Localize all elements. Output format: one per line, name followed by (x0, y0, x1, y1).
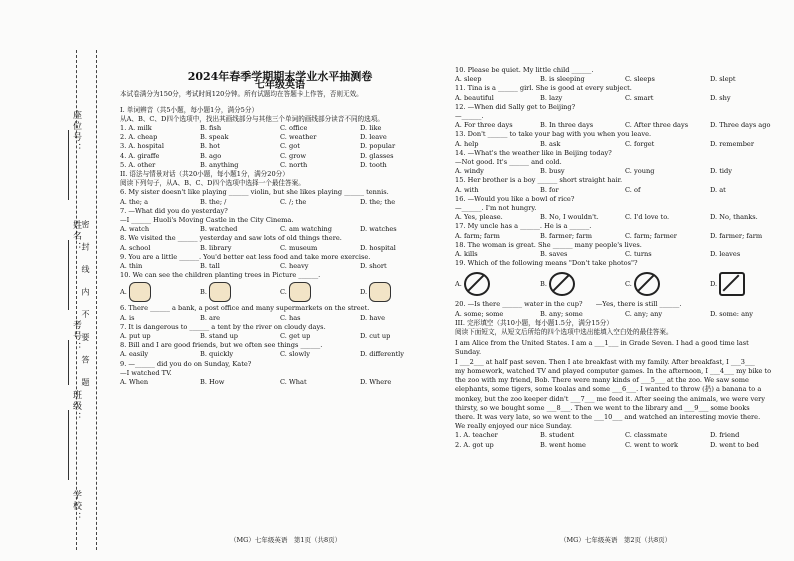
option[interactable]: A. For three days (455, 121, 513, 130)
option[interactable]: B. watched (200, 225, 238, 234)
question-7-line2: —I ______ Huoli's Moving Castle in the City Cinema. (120, 216, 294, 225)
option[interactable]: 5. A. other (120, 160, 156, 169)
question-text: 14. —What's the weather like in Beijing today? (455, 148, 612, 157)
option[interactable]: D. Three days ago (710, 121, 771, 130)
option[interactable]: D. hospital (360, 243, 396, 252)
no-touch-sign-icon[interactable] (464, 272, 490, 296)
sign-label: D. (710, 280, 718, 289)
section2-heading: II. 语法与情景对话（共20小题，每小题1分，满分20分） (120, 170, 289, 179)
binding-margin (10, 20, 110, 550)
p2-q11 (455, 84, 785, 102)
children-picture-c[interactable] (289, 282, 311, 302)
option[interactable]: A. kills (455, 250, 478, 259)
option[interactable]: C. sleeps (625, 75, 655, 84)
option[interactable]: B. quickly (200, 350, 234, 359)
passage-line: monkey, but the zoo keeper didn't ___7___ me feed it. After seeing the animals, we were very (455, 394, 766, 403)
option[interactable]: A. is (120, 313, 135, 322)
option[interactable]: D. went to bed (710, 440, 759, 449)
question-text: 18. The woman is great. She ______ many people's lives. (455, 240, 642, 249)
sign-label: A. (455, 280, 462, 289)
option[interactable]: D. tidy (710, 167, 732, 176)
no-camera-sign-icon[interactable] (719, 272, 745, 296)
option[interactable]: B. saves (540, 250, 568, 259)
option[interactable]: A. watch (120, 225, 150, 234)
option[interactable]: B. In three days (540, 121, 594, 130)
option[interactable]: D. short (360, 262, 387, 271)
option[interactable]: B. is sleeping (540, 75, 585, 84)
question-text: 11. Tina is a ______ girl. She is good at every subject. (455, 84, 632, 93)
option[interactable]: B. anything (200, 160, 239, 169)
option[interactable]: B. hot (200, 142, 220, 151)
option[interactable]: C. has (280, 313, 301, 322)
option[interactable]: C. smart (625, 93, 654, 102)
q19-signs (455, 268, 785, 300)
option[interactable]: D. leave (360, 133, 387, 142)
cloze-passage (455, 339, 785, 431)
option[interactable]: D. glasses (360, 151, 394, 160)
question-sunday: 9. —______ did you do on Sunday, Kate? (120, 359, 252, 368)
option[interactable]: D. like (360, 124, 382, 133)
section1-heading: I. 单词辨音（共5小题，每小题1分，满分5分） (120, 105, 259, 114)
option[interactable]: C. office (280, 124, 308, 133)
option[interactable]: A. some; some (455, 309, 504, 318)
seat-label: 座位号： (71, 110, 81, 154)
option[interactable]: C. turns (625, 250, 652, 259)
p2-q16 (455, 195, 785, 223)
option[interactable]: B. are (200, 313, 221, 322)
school-label: 学校： (71, 490, 81, 523)
option[interactable]: 1. A. teacher (455, 431, 498, 440)
pic-label: C. (280, 288, 287, 297)
option[interactable]: D. shy (710, 93, 731, 102)
option[interactable]: C. After three days (625, 121, 689, 130)
option[interactable]: A. easily (120, 350, 149, 359)
q1-5-block (120, 124, 440, 170)
question-text: 17. My uncle has a ______. He is a ______. (455, 222, 592, 231)
option[interactable]: 4. A. giraffe (120, 151, 160, 160)
option[interactable]: 2. A. cheap (120, 133, 158, 142)
no-running-sign-icon[interactable] (549, 272, 575, 296)
p2-q13 (455, 130, 785, 148)
page-2 (455, 66, 785, 450)
p2-q18 (455, 241, 785, 259)
option[interactable]: A. windy (455, 167, 484, 176)
question-8: 8. We visited the ______ yesterday and saw lots of old things there. (120, 234, 342, 243)
passage-line: the zoo with my friend, Bob. There were many kinds of ___5___ at the zoo. We saw some (455, 376, 749, 385)
question-text: 13. Don't ______ to take your bag with you when you leave. (455, 130, 652, 139)
question-text-line2: —Not good. It's ______ and cold. (455, 158, 562, 167)
page-2-footer: （MG）七年级英语 第2页（共8页） (560, 536, 672, 544)
option[interactable]: C. any; any (625, 309, 663, 318)
question-text: 10. Please be quiet. My little child ______. (455, 66, 594, 74)
option[interactable]: C. museum (280, 243, 318, 252)
option[interactable]: D. watches (360, 225, 397, 234)
option[interactable]: C. went to work (625, 440, 679, 449)
seal-text: 密 封 线 内 不 要 答 题 (81, 220, 90, 392)
pic-label: B. (200, 288, 207, 297)
option[interactable]: 1. A. milk (120, 124, 152, 133)
option[interactable]: D. popular (360, 142, 396, 151)
option[interactable]: 2. A. got up (455, 440, 494, 449)
option[interactable]: B. for (540, 185, 559, 194)
question-danger: 7. It is dangerous to ______ a tent by the river on cloudy days. (120, 322, 326, 331)
option[interactable]: C. get up (280, 332, 311, 341)
option[interactable]: 3. A. hospital (120, 142, 164, 151)
option[interactable]: A. put up (120, 332, 151, 341)
option[interactable]: C. am watching (280, 225, 333, 234)
children-picture-a[interactable] (129, 282, 151, 302)
option[interactable]: A. the; a (120, 197, 149, 206)
children-picture-b[interactable] (209, 282, 231, 302)
option[interactable]: B. student (540, 431, 575, 440)
q10-pictures (120, 280, 440, 304)
question-text: 12. —When did Sally get to Beijing? (455, 102, 576, 111)
option[interactable]: D. leaves (710, 250, 741, 259)
no-sound-sign-icon[interactable] (634, 272, 660, 296)
exam-title: 2024年春季学期期末学业水平抽测卷 (187, 70, 373, 83)
option[interactable]: C. slowly (280, 350, 310, 359)
passage-line: I ___2___ at half past seven. Then I ate breakfast with my family. After breakfast, I ___3___ (455, 357, 755, 366)
p2-q12 (455, 103, 785, 131)
option[interactable]: D. have (360, 313, 386, 322)
option[interactable]: A. with (455, 185, 479, 194)
option[interactable]: D. No, thanks. (710, 213, 758, 222)
sign-label: C. (625, 280, 632, 289)
option[interactable]: D. tooth (360, 160, 387, 169)
option[interactable]: C. grow (280, 151, 306, 160)
option[interactable]: D. cut up (360, 332, 391, 341)
option[interactable]: D. farmer; farm (710, 231, 763, 240)
question-text-line2: —______. I'm not hungry. (455, 204, 537, 213)
option[interactable]: B. speak (200, 133, 229, 142)
children-picture-d[interactable] (369, 282, 391, 302)
exam-notice: 本试卷满分为150分，考试时间120分钟。所有试题均在答题卡上作答，否则无效。 (120, 90, 363, 99)
question-there: 6. There ______ a bank, a post office and many supermarkets on the street. (120, 304, 370, 313)
option[interactable]: C. I'd love to. (625, 213, 670, 222)
option[interactable]: A. sleep (455, 75, 482, 84)
question-bill: 8. Bill and I are good friends, but we often see things ______. (120, 341, 323, 350)
section2-desc: 阅读下列句子，从A、B、C、D四个选项中选择一个最佳答案。 (120, 179, 305, 188)
option[interactable]: B. ago (200, 151, 222, 160)
option[interactable]: D. the; the (360, 197, 396, 206)
option[interactable]: C. weather (280, 133, 317, 142)
option[interactable]: C. What (280, 378, 307, 387)
option[interactable]: D. remember (710, 139, 754, 148)
option[interactable]: B. library (200, 243, 232, 252)
option[interactable]: B. went home (540, 440, 586, 449)
option[interactable]: C. north (280, 160, 308, 169)
question-text-line2: —______. (455, 112, 484, 121)
question-text: 15. Her brother is a boy ______ short straight hair. (455, 176, 623, 185)
option[interactable]: C. forget (625, 139, 655, 148)
seat-field[interactable] (68, 130, 81, 200)
p2-q17 (455, 222, 785, 240)
question-9: 9. You are a little ______. You'd better eat less food and take more exercise. (120, 252, 371, 261)
question-19: 19. Which of the following means "Don't take photos"? (455, 259, 638, 268)
option[interactable]: D. differently (360, 350, 404, 359)
option[interactable]: B. ask (540, 139, 561, 148)
option[interactable]: D. friend (710, 431, 740, 440)
passage-line: thirsty, so we bought some ___8___. Then we went to the library and ___9___ some books (455, 403, 750, 412)
passage-line: We really enjoyed our nice Sunday. (455, 422, 572, 431)
section3-desc: 阅读下面短文，从短文后所给的四个选项中选出能填入空白处的最佳答案。 (455, 328, 673, 337)
page-1 (120, 72, 440, 387)
sign-label: B. (540, 280, 547, 289)
option[interactable]: B. No, I wouldn't. (540, 213, 599, 222)
option[interactable]: A. beautiful (455, 93, 494, 102)
name-label: 姓名： (71, 220, 81, 253)
option[interactable]: B. lazy (540, 93, 563, 102)
question-sunday-answer: —I watched TV. (120, 368, 172, 377)
option[interactable]: C. farm; farmer (625, 231, 677, 240)
option[interactable]: D. at (710, 185, 726, 194)
passage-line: my homework, watched TV and played computer games. In the afternoon, I ___4___ my bike to (455, 366, 772, 375)
passage-line: there. It was very late, so we went to the ___10___ and watched an interesting movie there. (455, 412, 761, 421)
section1-desc: 从A、B、C、D四个选项中，找出其画线部分与其他三个单词的画线部分读音不同的选项。 (120, 114, 384, 123)
class-label: 班级： (71, 390, 81, 423)
option[interactable]: B. How (200, 378, 225, 387)
option[interactable]: B. farmer; farm (540, 231, 592, 240)
class-field[interactable] (68, 410, 81, 480)
question-10: 10. We can see the children planting trees in Picture ______. (120, 271, 321, 280)
option[interactable]: D. slept (710, 75, 736, 84)
passage-line: Sunday. (455, 348, 482, 357)
option[interactable]: C. classmate (625, 431, 668, 440)
name-field[interactable] (68, 240, 81, 310)
question-7: 7. —What did you do yesterday? (120, 206, 228, 215)
option[interactable]: C. heavy (280, 262, 309, 271)
p2-q10 (455, 66, 785, 84)
option[interactable]: A. When (120, 378, 149, 387)
option[interactable]: A. help (455, 139, 479, 148)
option[interactable]: B. fish (200, 124, 222, 133)
option[interactable]: D. Where (360, 378, 392, 387)
option[interactable]: A. thin (120, 262, 143, 271)
option[interactable]: D. some: any (710, 309, 753, 318)
option[interactable]: C. of (625, 185, 641, 194)
dashed-line-outer (96, 50, 97, 550)
exam-no-label: 考号： (71, 320, 81, 353)
option[interactable]: B. the; / (200, 197, 227, 206)
option[interactable]: A. farm; farm (455, 231, 500, 240)
p2-q15 (455, 176, 785, 194)
question-6: 6. My sister doesn't like playing ______ violin, but she likes playing ______ tennis. (120, 188, 389, 197)
option[interactable]: B. tall (200, 262, 220, 271)
option[interactable]: A. Yes, please. (455, 213, 503, 222)
option[interactable]: B. stand up (200, 332, 239, 341)
option[interactable]: C. young (625, 167, 655, 176)
section3-heading: III. 完形填空（共10小题，每小题1.5分，满分15分） (455, 318, 613, 327)
passage-line: I am Alice from the United States. I am a ___1___ in Grade Seven. I had a good time last (455, 339, 749, 348)
pic-label: D. (360, 288, 368, 297)
p2-q14 (455, 149, 785, 177)
exam-no-field[interactable] (68, 340, 81, 385)
option[interactable]: B. busy (540, 167, 565, 176)
option[interactable]: C. /; the (280, 197, 307, 206)
option[interactable]: A. school (120, 243, 151, 252)
page-1-footer: （MG）七年级英语 第1页（共8页） (230, 536, 342, 544)
exam-subject: 七年级英语 (255, 80, 305, 92)
option[interactable]: C. got (280, 142, 300, 151)
passage-line: elephants, some tigers, some koalas and some ___6___. I wanted to throw (扔) a banana to a (455, 385, 762, 394)
question-text: 16. —Would you like a bowl of rice? (455, 194, 575, 203)
question-20: 20. —Is there ______ water in the cup? —Yes, there is still ______. (455, 300, 682, 309)
option[interactable]: B. any; some (540, 309, 583, 318)
pic-label: A. (120, 288, 127, 297)
